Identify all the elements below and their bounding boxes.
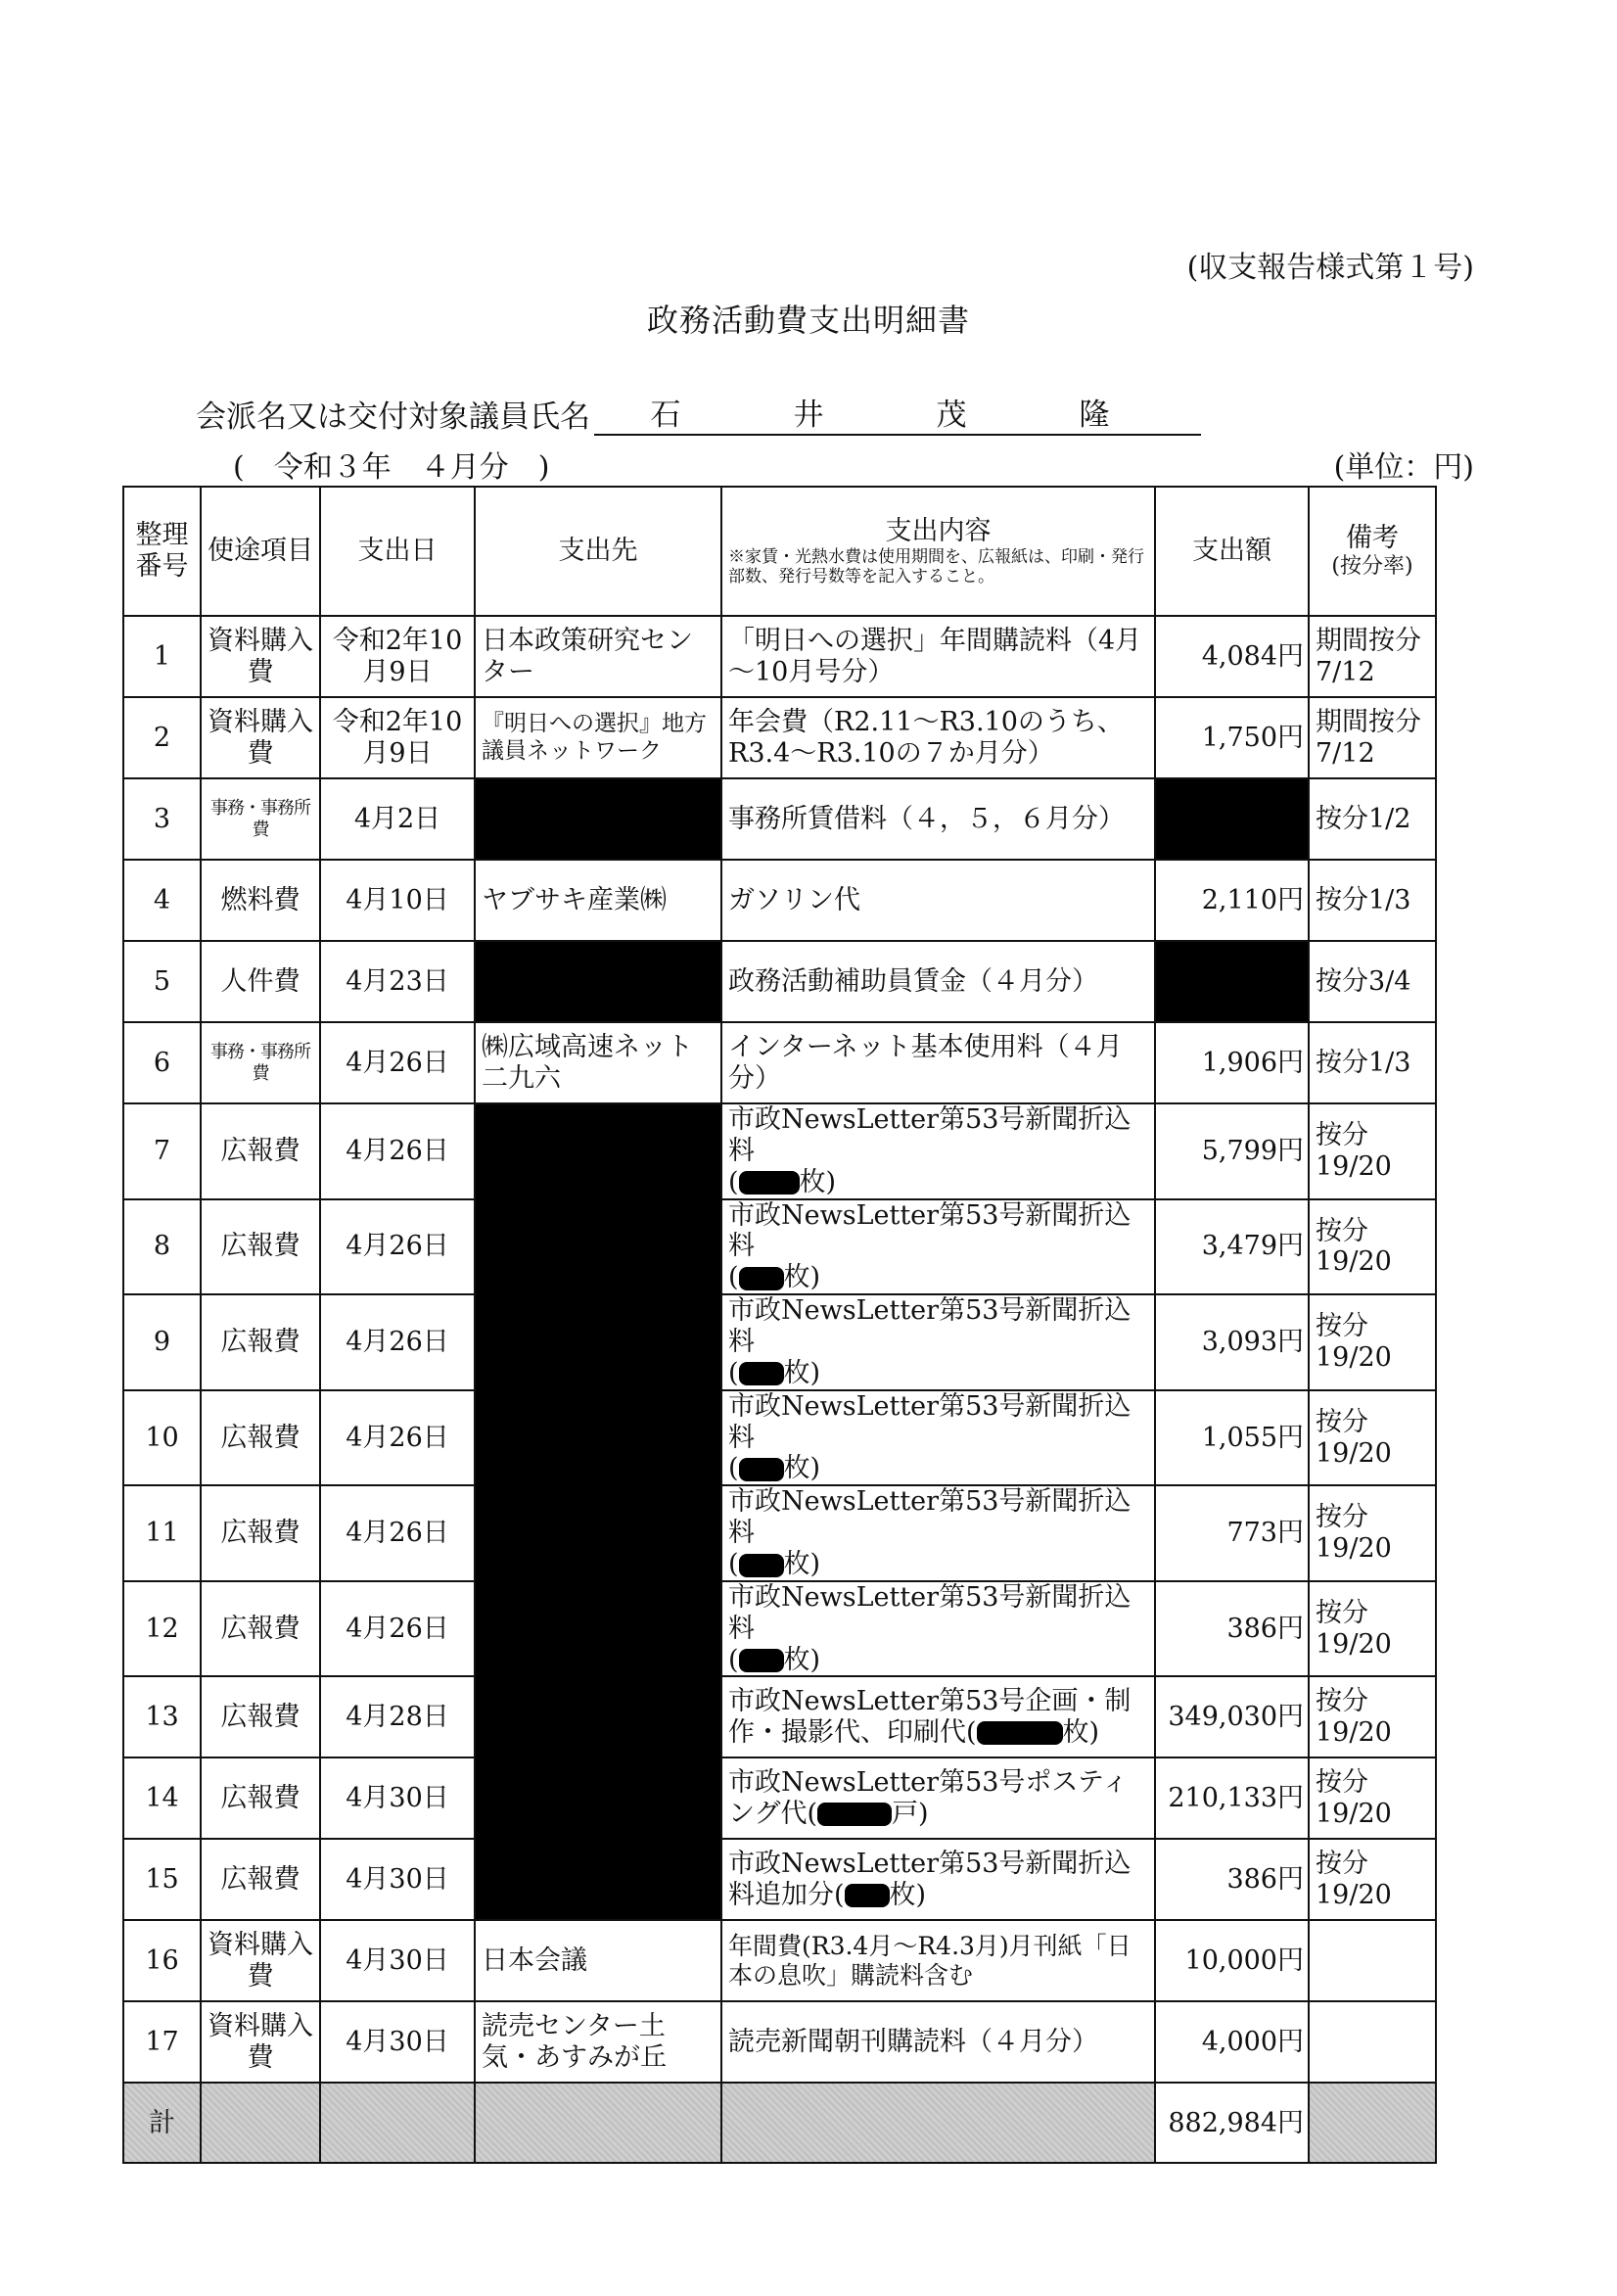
row-date: 令和2年10月9日 bbox=[320, 697, 475, 778]
row-amount: 349,030円 bbox=[1155, 1676, 1309, 1757]
row-date: 4月26日 bbox=[320, 1022, 475, 1103]
row-payee: ヤブサキ産業㈱ bbox=[475, 860, 721, 941]
row-date: 4月30日 bbox=[320, 1757, 475, 1839]
row-no: 16 bbox=[123, 1920, 201, 2001]
row-content: 年会費（R2.11～R3.10のうち、R3.4～R3.10の７か月分） bbox=[721, 697, 1155, 778]
table-row bbox=[123, 697, 1436, 778]
total-filler bbox=[1309, 2083, 1436, 2163]
redacted-count bbox=[845, 1884, 890, 1907]
table-row bbox=[123, 1676, 1436, 1757]
row-date: 4月26日 bbox=[320, 1199, 475, 1295]
content-close: 枚) bbox=[783, 1644, 821, 1675]
row-remarks: 按分19/20 bbox=[1309, 1581, 1436, 1677]
col-header-payee: 支出先 bbox=[475, 487, 721, 616]
row-content bbox=[721, 1294, 1155, 1390]
row-date: 4月26日 bbox=[320, 1103, 475, 1199]
row-no: 3 bbox=[123, 778, 201, 860]
content-text: 市政NewsLetter第53号新聞折込料 bbox=[728, 1199, 1132, 1262]
row-no: 14 bbox=[123, 1757, 201, 1839]
row-category: 事務・事務所費 bbox=[201, 1022, 320, 1103]
table-row bbox=[123, 1103, 1436, 1199]
row-date: 4月10日 bbox=[320, 860, 475, 941]
row-content bbox=[721, 1581, 1155, 1677]
row-date: 令和2年10月9日 bbox=[320, 616, 475, 697]
remarks-header-label: 備考 bbox=[1346, 523, 1399, 554]
content-text: 市政NewsLetter第53号新聞折込料 bbox=[728, 1390, 1132, 1453]
row-amount: 386円 bbox=[1155, 1581, 1309, 1677]
content-open: ( bbox=[728, 1262, 739, 1293]
row-remarks: 按分19/20 bbox=[1309, 1294, 1436, 1390]
row-content bbox=[721, 1839, 1155, 1920]
row-amount: 1,906円 bbox=[1155, 1022, 1309, 1103]
row-no: 4 bbox=[123, 860, 201, 941]
name-char: 井 bbox=[793, 398, 824, 433]
row-category: 広報費 bbox=[201, 1676, 320, 1757]
row-no: 17 bbox=[123, 2001, 201, 2083]
name-char: 茂 bbox=[936, 398, 967, 433]
row-no: 8 bbox=[123, 1199, 201, 1295]
content-text: 市政NewsLetter第53号新聞折込料追加分 bbox=[728, 1849, 1132, 1910]
row-date: 4月26日 bbox=[320, 1390, 475, 1486]
row-date: 4月28日 bbox=[320, 1676, 475, 1757]
content-close: 枚) bbox=[783, 1549, 821, 1580]
redacted-amount bbox=[1155, 778, 1309, 860]
row-category: 人件費 bbox=[201, 941, 320, 1022]
total-row bbox=[123, 2083, 1436, 2163]
redacted-count bbox=[739, 1267, 784, 1290]
table-row bbox=[123, 2001, 1436, 2083]
table-row bbox=[123, 1022, 1436, 1103]
col-header-remarks bbox=[1309, 487, 1436, 616]
row-category: 資料購入費 bbox=[201, 697, 320, 778]
row-remarks: 按分3/4 bbox=[1309, 941, 1436, 1022]
name-label: 会派名又は交付対象議員氏名 bbox=[196, 399, 590, 435]
row-payee: 日本政策研究センター bbox=[475, 616, 721, 697]
row-content: 年間費(R3.4月～R4.3月)月刊紙「日本の息吹」購読料含む bbox=[721, 1920, 1155, 2001]
content-open: ( bbox=[966, 1716, 977, 1748]
form-number: (収支報告様式第１号) bbox=[1186, 251, 1474, 285]
row-content bbox=[721, 1199, 1155, 1295]
row-remarks: 按分19/20 bbox=[1309, 1839, 1436, 1920]
row-category: 広報費 bbox=[201, 1103, 320, 1199]
row-content: 政務活動補助員賃金（４月分） bbox=[721, 941, 1155, 1022]
row-payee: ㈱広域高速ネット二九六 bbox=[475, 1022, 721, 1103]
table-row bbox=[123, 1581, 1436, 1677]
document-title: 政務活動費支出明細書 bbox=[646, 302, 970, 339]
row-remarks bbox=[1309, 1920, 1436, 2001]
row-amount: 4,000円 bbox=[1155, 2001, 1309, 2083]
member-name bbox=[594, 390, 1201, 436]
content-text: 市政NewsLetter第53号企画・制作・撮影代、印刷代 bbox=[728, 1686, 1132, 1748]
total-filler bbox=[201, 2083, 320, 2163]
col-header-date: 支出日 bbox=[320, 487, 475, 616]
content-close: 戸) bbox=[892, 1798, 929, 1829]
table-row bbox=[123, 616, 1436, 697]
redacted-count bbox=[977, 1721, 1063, 1745]
name-char: 隆 bbox=[1079, 398, 1110, 433]
content-close: 枚) bbox=[783, 1453, 821, 1484]
row-remarks: 按分1/3 bbox=[1309, 1022, 1436, 1103]
row-category: 資料購入費 bbox=[201, 1920, 320, 2001]
table-row bbox=[123, 778, 1436, 860]
row-content bbox=[721, 1390, 1155, 1486]
content-open: ( bbox=[834, 1879, 845, 1910]
expense-table bbox=[122, 486, 1437, 2164]
row-remarks: 按分19/20 bbox=[1309, 1390, 1436, 1486]
table-row bbox=[123, 1390, 1436, 1486]
redacted-payee bbox=[475, 941, 721, 1022]
total-amount: 882,984円 bbox=[1155, 2083, 1309, 2163]
col-header-category: 使途項目 bbox=[201, 487, 320, 616]
row-amount: 5,799円 bbox=[1155, 1103, 1309, 1199]
row-category: 燃料費 bbox=[201, 860, 320, 941]
row-amount: 386円 bbox=[1155, 1839, 1309, 1920]
row-no: 5 bbox=[123, 941, 201, 1022]
row-content: 「明日への選択」年間購読料（4月～10月号分） bbox=[721, 616, 1155, 697]
row-remarks: 按分1/3 bbox=[1309, 860, 1436, 941]
redacted-count bbox=[739, 1554, 784, 1577]
name-char: 石 bbox=[650, 398, 681, 433]
redacted-count bbox=[739, 1171, 800, 1195]
table-row bbox=[123, 1920, 1436, 2001]
row-no: 13 bbox=[123, 1676, 201, 1757]
row-amount: 4,084円 bbox=[1155, 616, 1309, 697]
row-amount: 773円 bbox=[1155, 1485, 1309, 1581]
unit-label: (単位：円) bbox=[1333, 450, 1474, 485]
row-no: 7 bbox=[123, 1103, 201, 1199]
table-header-row bbox=[123, 487, 1436, 616]
table-row bbox=[123, 1839, 1436, 1920]
content-text: 市政NewsLetter第53号ポスティング代 bbox=[728, 1767, 1129, 1829]
row-amount: 1,750円 bbox=[1155, 697, 1309, 778]
row-date: 4月23日 bbox=[320, 941, 475, 1022]
row-remarks: 按分1/2 bbox=[1309, 778, 1436, 860]
row-category: 事務・事務所費 bbox=[201, 778, 320, 860]
table-row bbox=[123, 1485, 1436, 1581]
col-header-amount: 支出額 bbox=[1155, 487, 1309, 616]
row-payee: 日本会議 bbox=[475, 1920, 721, 2001]
redacted-count bbox=[739, 1458, 784, 1481]
content-text: 市政NewsLetter第53号新聞折込料 bbox=[728, 1104, 1132, 1166]
row-no: 15 bbox=[123, 1839, 201, 1920]
row-content: ガソリン代 bbox=[721, 860, 1155, 941]
content-open: ( bbox=[728, 1357, 739, 1388]
row-content bbox=[721, 1103, 1155, 1199]
row-remarks: 按分19/20 bbox=[1309, 1199, 1436, 1295]
row-remarks: 期間按分7/12 bbox=[1309, 697, 1436, 778]
row-category: 広報費 bbox=[201, 1294, 320, 1390]
row-content: 事務所賃借料（４，５，６月分） bbox=[721, 778, 1155, 860]
redacted-count bbox=[817, 1803, 892, 1826]
row-content: インターネット基本使用料（４月分） bbox=[721, 1022, 1155, 1103]
table-row bbox=[123, 860, 1436, 941]
row-amount: 210,133円 bbox=[1155, 1757, 1309, 1839]
redacted-payee bbox=[475, 778, 721, 860]
row-content bbox=[721, 1757, 1155, 1839]
col-header-content bbox=[721, 487, 1155, 616]
row-no: 10 bbox=[123, 1390, 201, 1486]
row-category: 資料購入費 bbox=[201, 2001, 320, 2083]
content-text: 市政NewsLetter第53号新聞折込料 bbox=[728, 1486, 1132, 1549]
row-date: 4月26日 bbox=[320, 1485, 475, 1581]
row-no: 12 bbox=[123, 1581, 201, 1677]
redacted-amount bbox=[1155, 941, 1309, 1022]
row-category: 広報費 bbox=[201, 1199, 320, 1295]
row-category: 広報費 bbox=[201, 1757, 320, 1839]
redacted-count bbox=[739, 1362, 784, 1385]
row-amount: 2,110円 bbox=[1155, 860, 1309, 941]
table-row bbox=[123, 1294, 1436, 1390]
row-no: 6 bbox=[123, 1022, 201, 1103]
content-close: 枚) bbox=[1062, 1716, 1100, 1748]
row-date: 4月30日 bbox=[320, 1839, 475, 1920]
row-no: 2 bbox=[123, 697, 201, 778]
row-amount: 3,093円 bbox=[1155, 1294, 1309, 1390]
remarks-header-sub: (按分率) bbox=[1331, 553, 1413, 579]
col-header-no: 整理番号 bbox=[123, 487, 201, 616]
row-no: 9 bbox=[123, 1294, 201, 1390]
table-row bbox=[123, 1757, 1436, 1839]
total-filler bbox=[721, 2083, 1155, 2163]
row-no: 1 bbox=[123, 616, 201, 697]
row-date: 4月30日 bbox=[320, 2001, 475, 2083]
row-payee: 『明日への選択』地方議員ネットワーク bbox=[475, 697, 721, 778]
content-open: ( bbox=[728, 1166, 739, 1197]
row-category: 広報費 bbox=[201, 1839, 320, 1920]
row-remarks: 按分19/20 bbox=[1309, 1676, 1436, 1757]
row-date: 4月2日 bbox=[320, 778, 475, 860]
row-date: 4月26日 bbox=[320, 1294, 475, 1390]
row-date: 4月30日 bbox=[320, 1920, 475, 2001]
table-row bbox=[123, 1199, 1436, 1295]
row-remarks: 按分19/20 bbox=[1309, 1485, 1436, 1581]
content-open: ( bbox=[807, 1798, 818, 1829]
row-amount: 10,000円 bbox=[1155, 1920, 1309, 2001]
row-category: 広報費 bbox=[201, 1390, 320, 1486]
total-label: 計 bbox=[123, 2083, 201, 2163]
table-row bbox=[123, 941, 1436, 1022]
total-filler bbox=[320, 2083, 475, 2163]
row-remarks: 按分19/20 bbox=[1309, 1103, 1436, 1199]
content-close: 枚) bbox=[799, 1166, 837, 1197]
row-remarks bbox=[1309, 2001, 1436, 2083]
total-filler bbox=[475, 2083, 721, 2163]
content-open: ( bbox=[728, 1549, 739, 1580]
report-period: ( 令和３年 ４月分 ) bbox=[233, 450, 550, 485]
content-close: 枚) bbox=[783, 1262, 821, 1293]
row-amount: 3,479円 bbox=[1155, 1199, 1309, 1295]
row-amount: 1,055円 bbox=[1155, 1390, 1309, 1486]
redacted-payee-block bbox=[475, 1103, 721, 1920]
row-content bbox=[721, 1676, 1155, 1757]
row-content bbox=[721, 1485, 1155, 1581]
content-open: ( bbox=[728, 1644, 739, 1675]
member-name-row bbox=[196, 390, 1201, 436]
row-payee: 読売センター土気・あすみが丘 bbox=[475, 2001, 721, 2083]
content-header-label: 支出内容 bbox=[885, 515, 992, 546]
row-category: 広報費 bbox=[201, 1581, 320, 1677]
row-category: 資料購入費 bbox=[201, 616, 320, 697]
row-category: 広報費 bbox=[201, 1485, 320, 1581]
redacted-count bbox=[739, 1649, 784, 1672]
content-text: 市政NewsLetter第53号新聞折込料 bbox=[728, 1581, 1132, 1644]
row-content: 読売新聞朝刊購読料（４月分） bbox=[721, 2001, 1155, 2083]
row-no: 11 bbox=[123, 1485, 201, 1581]
row-date: 4月26日 bbox=[320, 1581, 475, 1677]
content-header-note: ※家賃・光熱水費は使用期間を、広報紙は、印刷・発行部数、発行号数等を記入すること。 bbox=[728, 546, 1144, 586]
row-remarks: 期間按分7/12 bbox=[1309, 616, 1436, 697]
content-close: 枚) bbox=[889, 1879, 927, 1910]
content-close: 枚) bbox=[783, 1357, 821, 1388]
content-text: 市政NewsLetter第53号新聞折込料 bbox=[728, 1295, 1132, 1358]
row-remarks: 按分19/20 bbox=[1309, 1757, 1436, 1839]
content-open: ( bbox=[728, 1453, 739, 1484]
